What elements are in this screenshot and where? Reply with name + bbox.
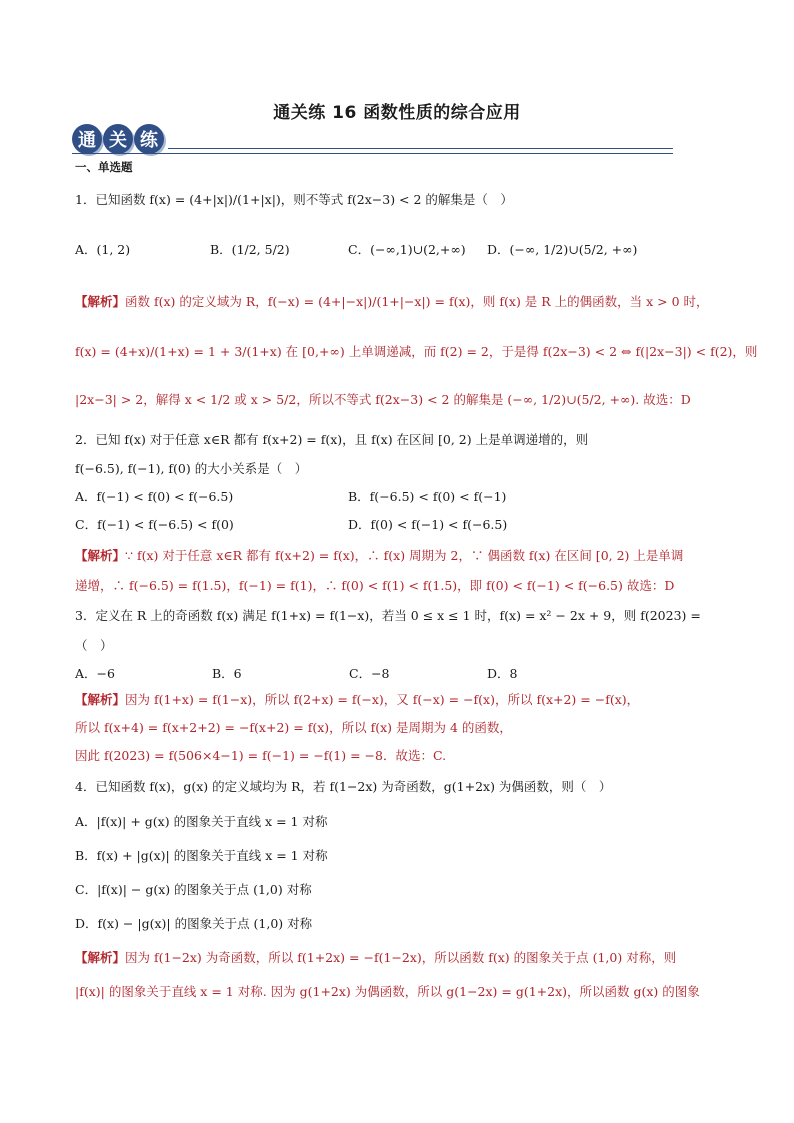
q3-option-a: A．−6 [75, 666, 115, 681]
q2-stem-line-2: f(−6.5), f(−1), f(0) 的大小关系是（ ） [75, 461, 308, 476]
logo-char: 练 [134, 124, 164, 154]
analysis-tag: 【解析】 [75, 950, 126, 965]
header-rule-lower [72, 153, 673, 154]
q4-option-b: B．f(x) + |g(x)| 的图象关于直线 x = 1 对称 [75, 848, 328, 863]
q2-analysis-text: ∵ f(x) 对于任意 x∈R 都有 f(x+2) = f(x)，∴ f(x) 周期为 2，∵ 偶函数 f(x) 在区间 [0, 2) 上是单调 [125, 548, 684, 563]
q3-option-c: C．−8 [349, 666, 390, 681]
q3-analysis-line-2: 所以 f(x+4) = f(x+2+2) = −f(x+2) = f(x)，所以 f(x) 是周期为 4 的函数， [75, 720, 512, 735]
q3-analysis-text: 因为 f(1+x) = f(1−x)，所以 f(2+x) = f(−x)，又 f(−x) = −f(x)，所以 f(x+2) = −f(x)， [125, 692, 640, 707]
q3-stem-line-2: （ ） [75, 638, 113, 653]
q2-option-b: B．f(−6.5) < f(0) < f(−1) [348, 489, 507, 504]
q2-option-d: D．f(0) < f(−1) < f(−6.5) [348, 517, 508, 532]
q3-analysis-line-3: 因此 f(2023) = f(506×4−1) = f(−1) = −f(1) = −8．故选：C. [75, 748, 447, 763]
q1-stem: 1．已知函数 f(x) = (4+|x|)/(1+|x|)，则不等式 f(2x−3) < 2 的解集是（ ） [75, 192, 513, 207]
q2-option-c: C．f(−1) < f(−6.5) < f(0) [75, 517, 234, 532]
logo-char: 通 [72, 124, 102, 154]
page-title: 通关练 16 函数性质的综合应用 [273, 103, 521, 123]
section-logo [72, 124, 164, 154]
q4-analysis-text: 因为 f(1−2x) 为奇函数，所以 f(1+2x) = −f(1−2x)，所以函数 f(x) 的图象关于点 (1,0) 对称，则 [125, 950, 677, 965]
q3-stem-line-1: 3．定义在 R 上的奇函数 f(x) 满足 f(1+x) = f(1−x)，若当 0 ≤ x ≤ 1 时，f(x) = x² − 2x + 9，则 f(2023) = [75, 608, 701, 623]
q3-option-b: B．6 [212, 666, 242, 681]
q2-option-a: A．f(−1) < f(0) < f(−6.5) [75, 489, 234, 504]
q1-analysis-line-3: |2x−3| > 2，解得 x < 1/2 或 x > 5/2，所以不等式 f(2x−3) < 2 的解集是 (−∞, 1/2)∪(5/2, +∞). 故选：D [75, 392, 691, 407]
q2-analysis-line-2: 递增，∴ f(−6.5) = f(1.5)，f(−1) = f(1)，∴ f(0) < f(1) < f(1.5)，即 f(0) < f(−1) < f(−6.5) 故选：D [75, 578, 675, 593]
q1-analysis-line-1 [75, 292, 709, 310]
analysis-tag: 【解析】 [75, 294, 126, 309]
q4-option-c: C．|f(x)| − g(x) 的图象关于点 (1,0) 对称 [75, 882, 312, 897]
q2-analysis-line-1 [75, 546, 683, 564]
q1-analysis-line-2: f(x) = (4+x)/(1+x) = 1 + 3/(1+x) 在 [0,+∞) 上单调递减，而 f(2) = 2，于是得 f(2x−3) < 2 ⇔ f(|2x−3|) < f(2)，则 [75, 344, 758, 359]
section-heading: 一、单选题 [75, 160, 133, 174]
q3-analysis-line-1 [75, 690, 639, 708]
q3-option-d: D．8 [487, 666, 518, 681]
logo-char: 关 [103, 124, 133, 154]
analysis-tag: 【解析】 [75, 548, 126, 563]
q4-option-a: A．|f(x)| + g(x) 的图象关于直线 x = 1 对称 [75, 814, 328, 829]
q1-option-a: A．(1, 2) [75, 242, 131, 257]
q1-analysis-text: 函数 f(x) 的定义域为 R，f(−x) = (4+|−x|)/(1+|−x|) = f(x)，则 f(x) 是 R 上的偶函数，当 x > 0 时， [125, 294, 709, 309]
q4-stem: 4．已知函数 f(x)，g(x) 的定义域均为 R，若 f(1−2x) 为奇函数，g(1+2x) 为偶函数，则（ ） [75, 779, 612, 794]
q2-stem-line-1: 2．已知 f(x) 对于任意 x∈R 都有 f(x+2) = f(x)，且 f(x) 在区间 [0, 2) 上是单调递增的，则 [75, 432, 589, 447]
q4-analysis-line-2: |f(x)| 的图象关于直线 x = 1 对称. 因为 g(1+2x) 为偶函数，所以 g(1−2x) = g(1+2x)，所以函数 g(x) 的图象 [75, 984, 700, 999]
q1-option-c: C．(−∞,1)∪(2,+∞) [348, 242, 466, 257]
q1-option-b: B．(1/2, 5/2) [210, 242, 290, 257]
q4-analysis-line-1 [75, 948, 676, 966]
q1-option-d: D．(−∞, 1/2)∪(5/2, +∞) [487, 242, 638, 257]
q4-option-d: D．f(x) − |g(x)| 的图象关于点 (1,0) 对称 [75, 916, 313, 931]
header-rule [168, 148, 673, 149]
analysis-tag: 【解析】 [75, 692, 126, 707]
